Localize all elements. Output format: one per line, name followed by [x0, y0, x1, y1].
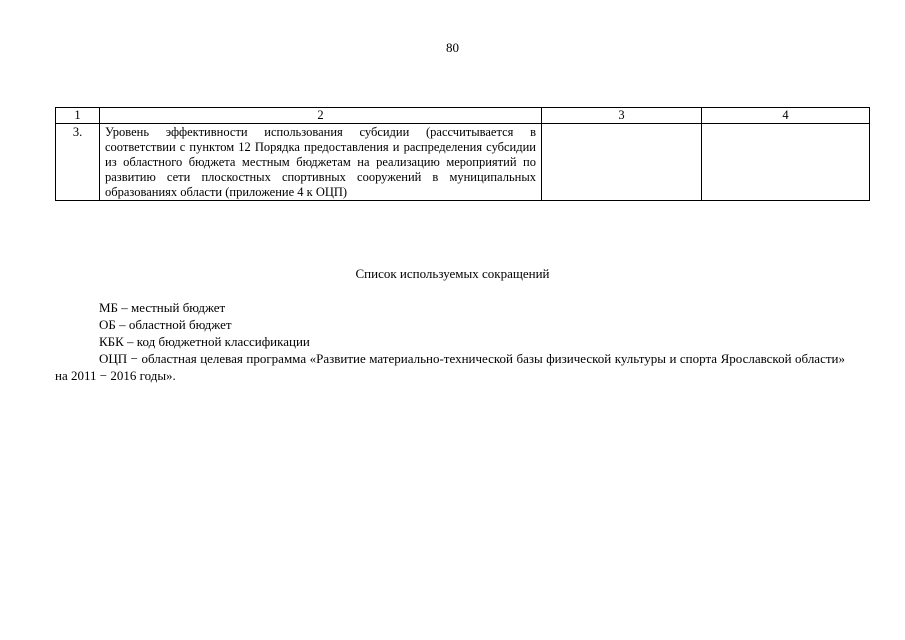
row-value-cell-3	[542, 124, 702, 201]
abbreviation-item: ОБ – областной бюджет	[99, 317, 232, 332]
abbreviation-item: ОЦП − областная целевая программа «Развитие материально-технической базы физической культуры и спорта Ярославской области» на 2011 − 2016 годы».	[55, 351, 845, 383]
table-header-cell: 2	[100, 108, 542, 124]
abbreviation-item: КБК – код бюджетной классификации	[99, 334, 310, 349]
abbreviations-title: Список используемых сокращений	[355, 266, 550, 281]
table-header-cell: 1	[56, 108, 100, 124]
abbreviation-item: МБ – местный бюджет	[99, 300, 226, 315]
row-number-cell: 3.	[56, 124, 100, 201]
abbreviations-list	[55, 299, 845, 384]
indicator-table	[55, 107, 870, 201]
table-header-cell: 3	[542, 108, 702, 124]
row-value-cell-4	[702, 124, 870, 201]
table-header-cell: 4	[702, 108, 870, 124]
page-number: 80	[446, 40, 459, 55]
row-description-cell: Уровень эффективности использования субсидии (рассчитывается в соответствии с пунктом 12 Порядка предоставления и распределения субсидии из областного бюджета местным бюджетам на реализацию мероприятий по развитию сети плоскостных спортивных сооружений в муниципальных образованиях области (приложение 4 к ОЦП)	[100, 124, 542, 201]
table-header-row	[56, 108, 870, 124]
table-row	[56, 124, 870, 201]
